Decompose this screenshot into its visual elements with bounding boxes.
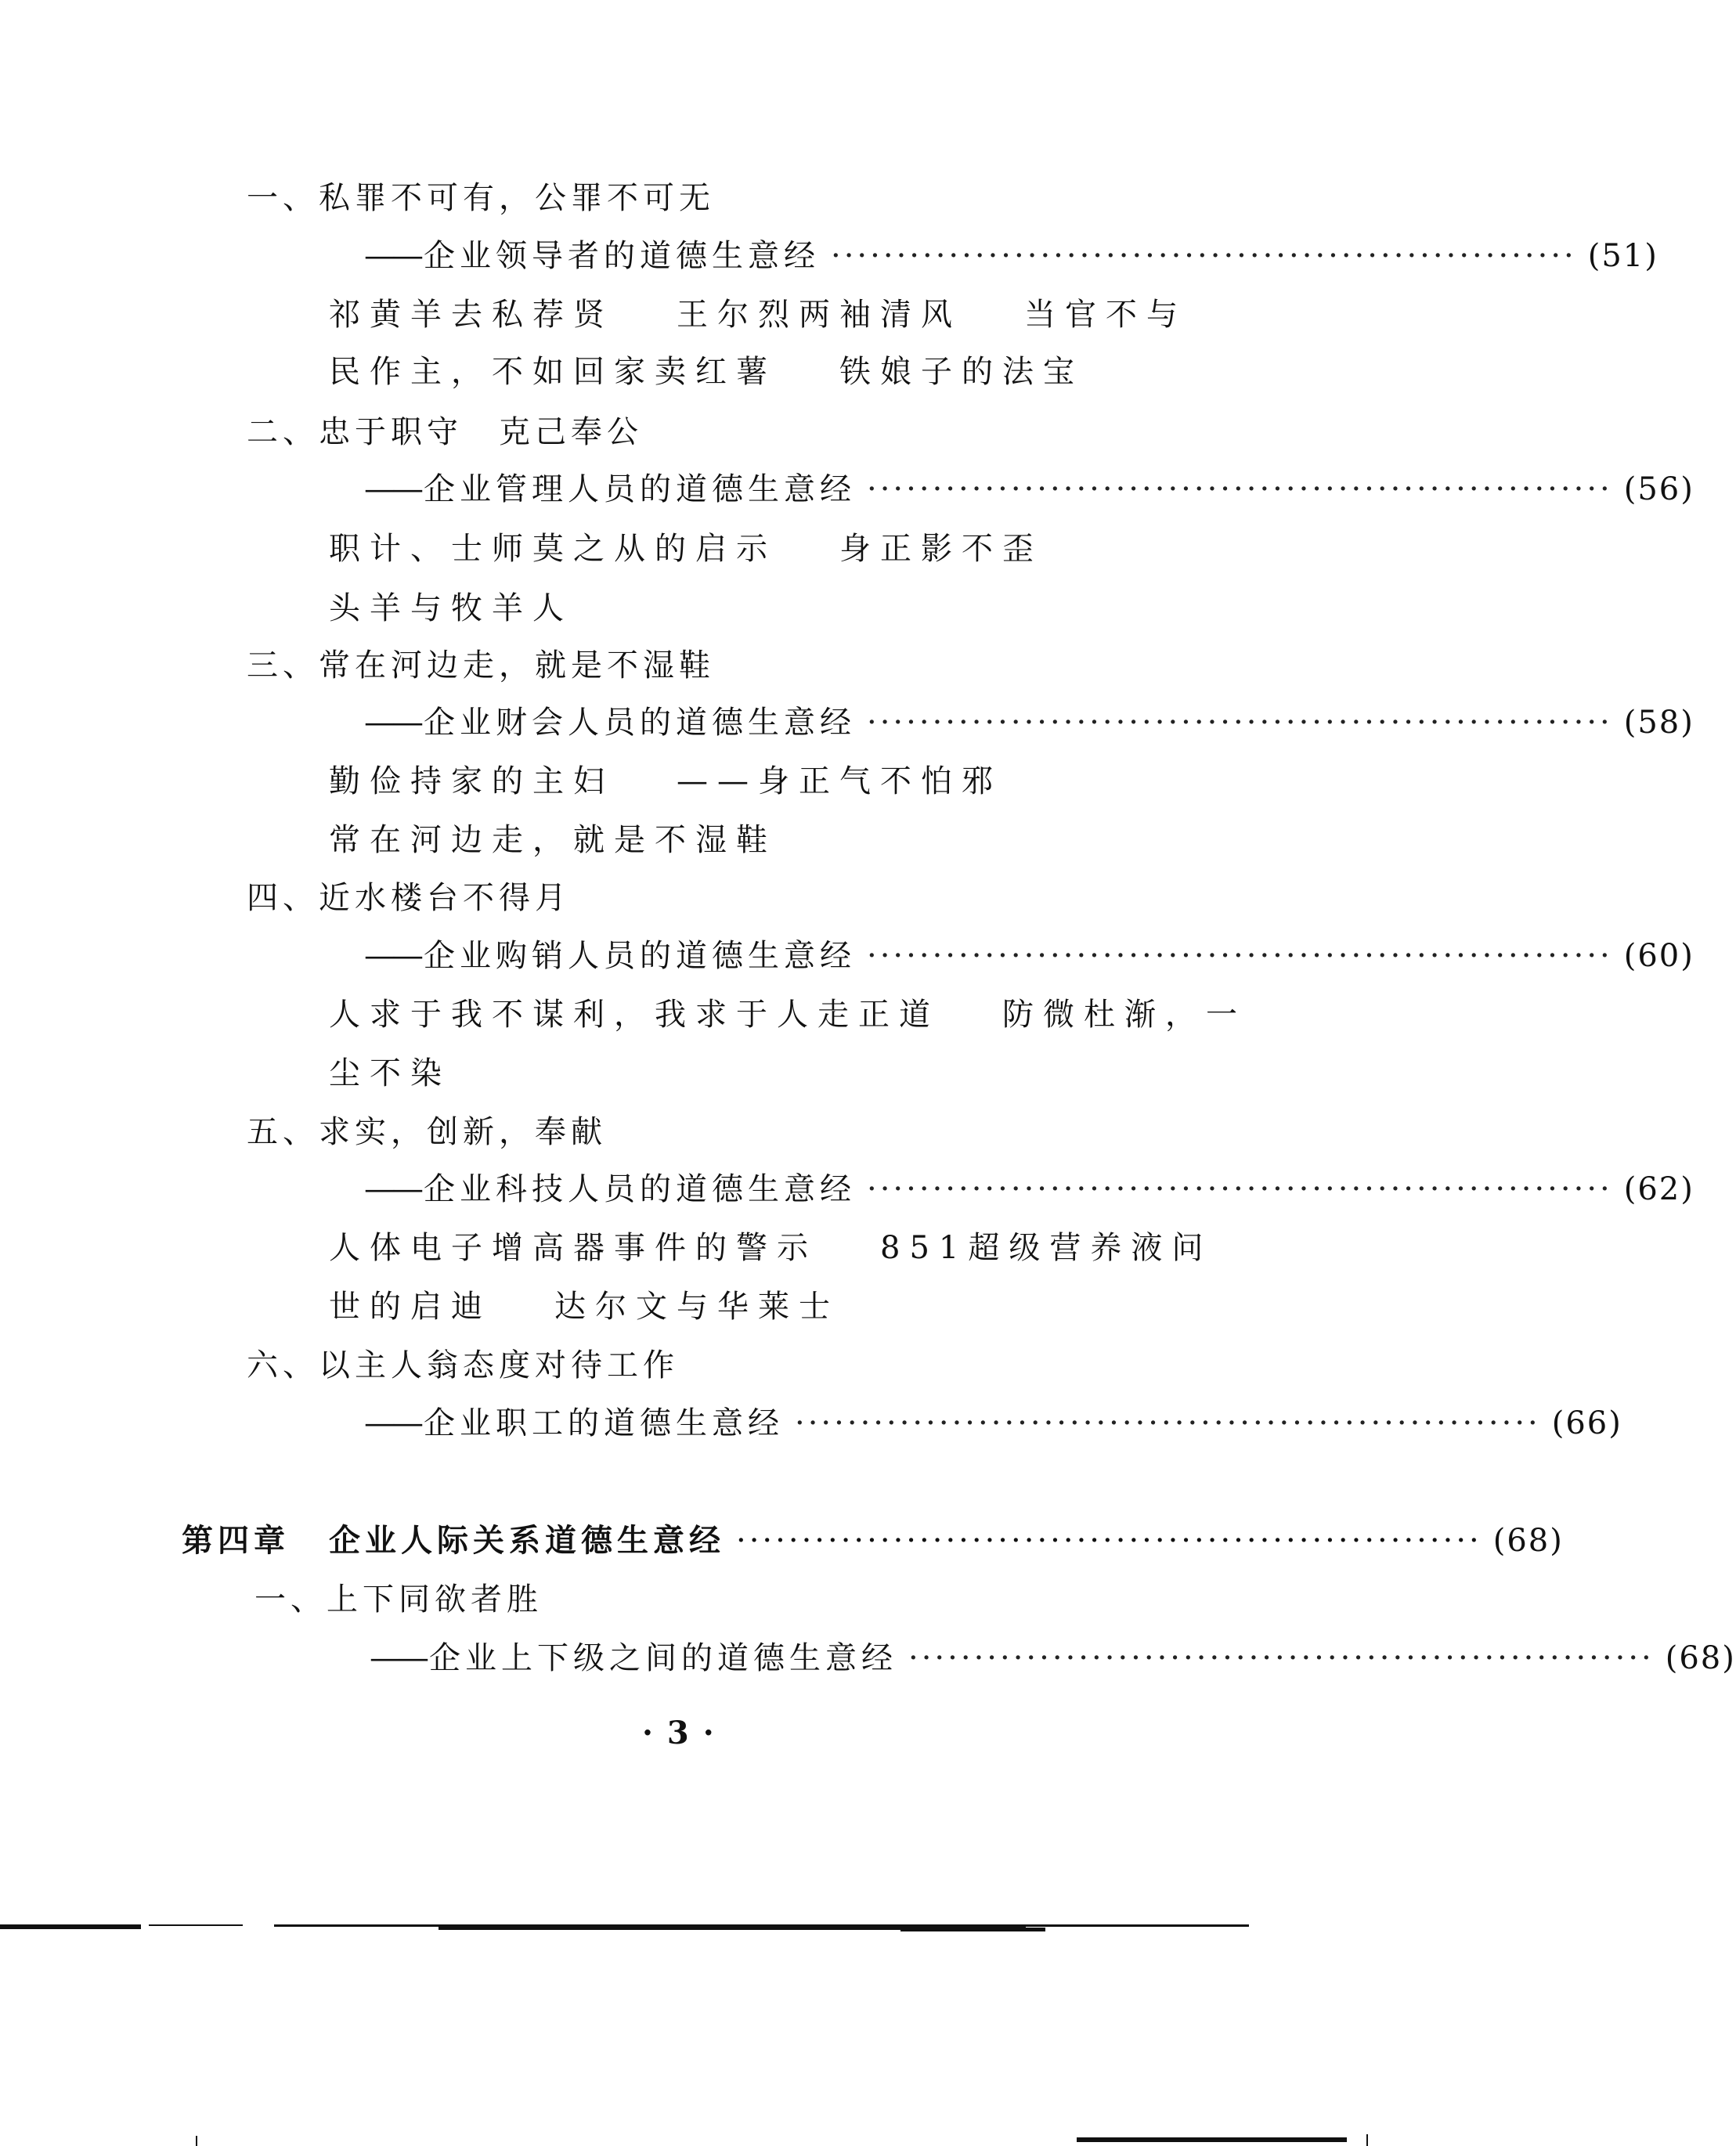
story-title: 常在河边走，就是不湿鞋 [329,822,777,858]
toc-description-line [329,589,573,628]
dash: —— [364,705,420,741]
story-title: 851超级营养液问 [880,1230,1213,1266]
toc-description-line [329,529,1043,568]
page-number: (58) [1623,705,1694,741]
toc-description-line [329,1054,451,1093]
dot-leader: ························································· [867,705,1613,741]
toc-entry-3[interactable] [364,703,1694,742]
toc-entry-title: 企业领导者的道德生意经 [424,238,820,274]
toc-section-heading-2: 二、忠于职守 克己奉公 [247,414,643,450]
dot-leader: ························································· [908,1640,1655,1676]
story-title: ——身正气不怕邪 [677,763,1002,799]
dot-leader: ························································· [795,1405,1541,1441]
story-title: 铁娘子的法宝 [839,354,1084,390]
page-number: (60) [1623,938,1694,974]
toc-entry-2[interactable] [364,470,1694,509]
dash: —— [364,1405,420,1441]
story-title: 防微杜渐，一 [1002,997,1247,1033]
page-number: (56) [1623,471,1694,507]
toc-entry-title: 企业购销人员的道德生意经 [424,938,856,974]
story-title: 人体电子增高器事件的警示 [329,1230,817,1266]
page-number: (62) [1623,1171,1694,1207]
page-folio: ·3· [642,1715,728,1751]
toc-description-line [329,995,1247,1034]
story-title: 身正影不歪 [839,531,1043,567]
toc-description-line [329,1228,1212,1268]
story-title: 世的启迪 [329,1289,492,1325]
toc-entry-title: 企业上下级之间的道德生意经 [429,1640,897,1676]
scan-mark [1366,2134,1368,2146]
scan-rule-segment [900,1928,1045,1931]
dash: —— [364,238,420,274]
toc-description-line [329,762,1002,801]
toc-entry-title: 企业管理人员的道德生意经 [424,471,856,507]
toc-entry-5[interactable] [364,1170,1694,1209]
dash: —— [364,1171,420,1207]
story-title: 勤俭持家的主妇 [329,763,614,799]
scan-rule-segment [0,1924,141,1929]
toc-section-heading-ch4-1: 一、上下同欲者胜 [254,1582,543,1618]
page-number: (51) [1587,238,1658,274]
toc-description-line [329,295,1187,334]
toc-section-heading-5: 五、求实，创新，奉献 [247,1114,607,1150]
dot-leader: ························································· [867,938,1613,974]
page-number: (68) [1492,1523,1564,1559]
chapter-number: 第四章 [182,1522,290,1559]
toc-entry-title: 企业财会人员的道德生意经 [424,705,856,741]
toc-description-line [329,821,777,860]
toc-chapter-entry[interactable] [182,1521,1564,1560]
story-title: 王尔烈两袖清风 [677,297,962,333]
dot-leader: ························································· [831,238,1577,274]
story-title: 当官不与 [1024,297,1187,333]
story-title: 尘不染 [329,1055,451,1091]
dot-leader: ························································· [867,471,1613,507]
scan-mark [196,2136,197,2146]
toc-entry-title: 企业科技人员的道德生意经 [424,1171,856,1207]
toc-section-heading-1: 一、私罪不可有，公罪不可无 [247,180,715,216]
toc-entry-title: 企业职工的道德生意经 [424,1405,784,1441]
toc-description-line [329,352,1084,391]
toc-entry-ch4-1[interactable] [370,1639,1736,1678]
story-title: 民作主，不如回家卖红薯 [329,354,777,390]
chapter-title: 企业人际关系道德生意经 [329,1522,725,1559]
story-title: 头羊与牧羊人 [329,590,573,626]
scan-mark [1077,2137,1347,2142]
toc-entry-1[interactable] [364,236,1658,276]
page-number: (66) [1551,1405,1622,1441]
toc-section-heading-6: 六、以主人翁态度对待工作 [247,1347,679,1383]
dash: —— [364,938,420,974]
dot-leader: ························································· [736,1523,1482,1559]
dash: —— [364,471,420,507]
toc-entry-6[interactable] [364,1404,1622,1443]
story-title: 祁黄羊去私荐贤 [329,297,614,333]
scan-rule-segment [149,1924,243,1926]
toc-description-line [329,1287,839,1326]
story-title: 人求于我不谋利，我求于人走正道 [329,997,940,1033]
story-title: 达尔文与华莱士 [554,1289,839,1325]
toc-entry-4[interactable] [364,936,1694,976]
dash: —— [370,1640,426,1676]
page-number: (68) [1665,1640,1736,1676]
toc-section-heading-4: 四、近水楼台不得月 [247,880,571,916]
story-title: 职计、士师莫之从的启示 [329,531,777,567]
toc-section-heading-3: 三、常在河边走，就是不湿鞋 [247,647,715,683]
dot-leader: ························································· [867,1171,1613,1207]
